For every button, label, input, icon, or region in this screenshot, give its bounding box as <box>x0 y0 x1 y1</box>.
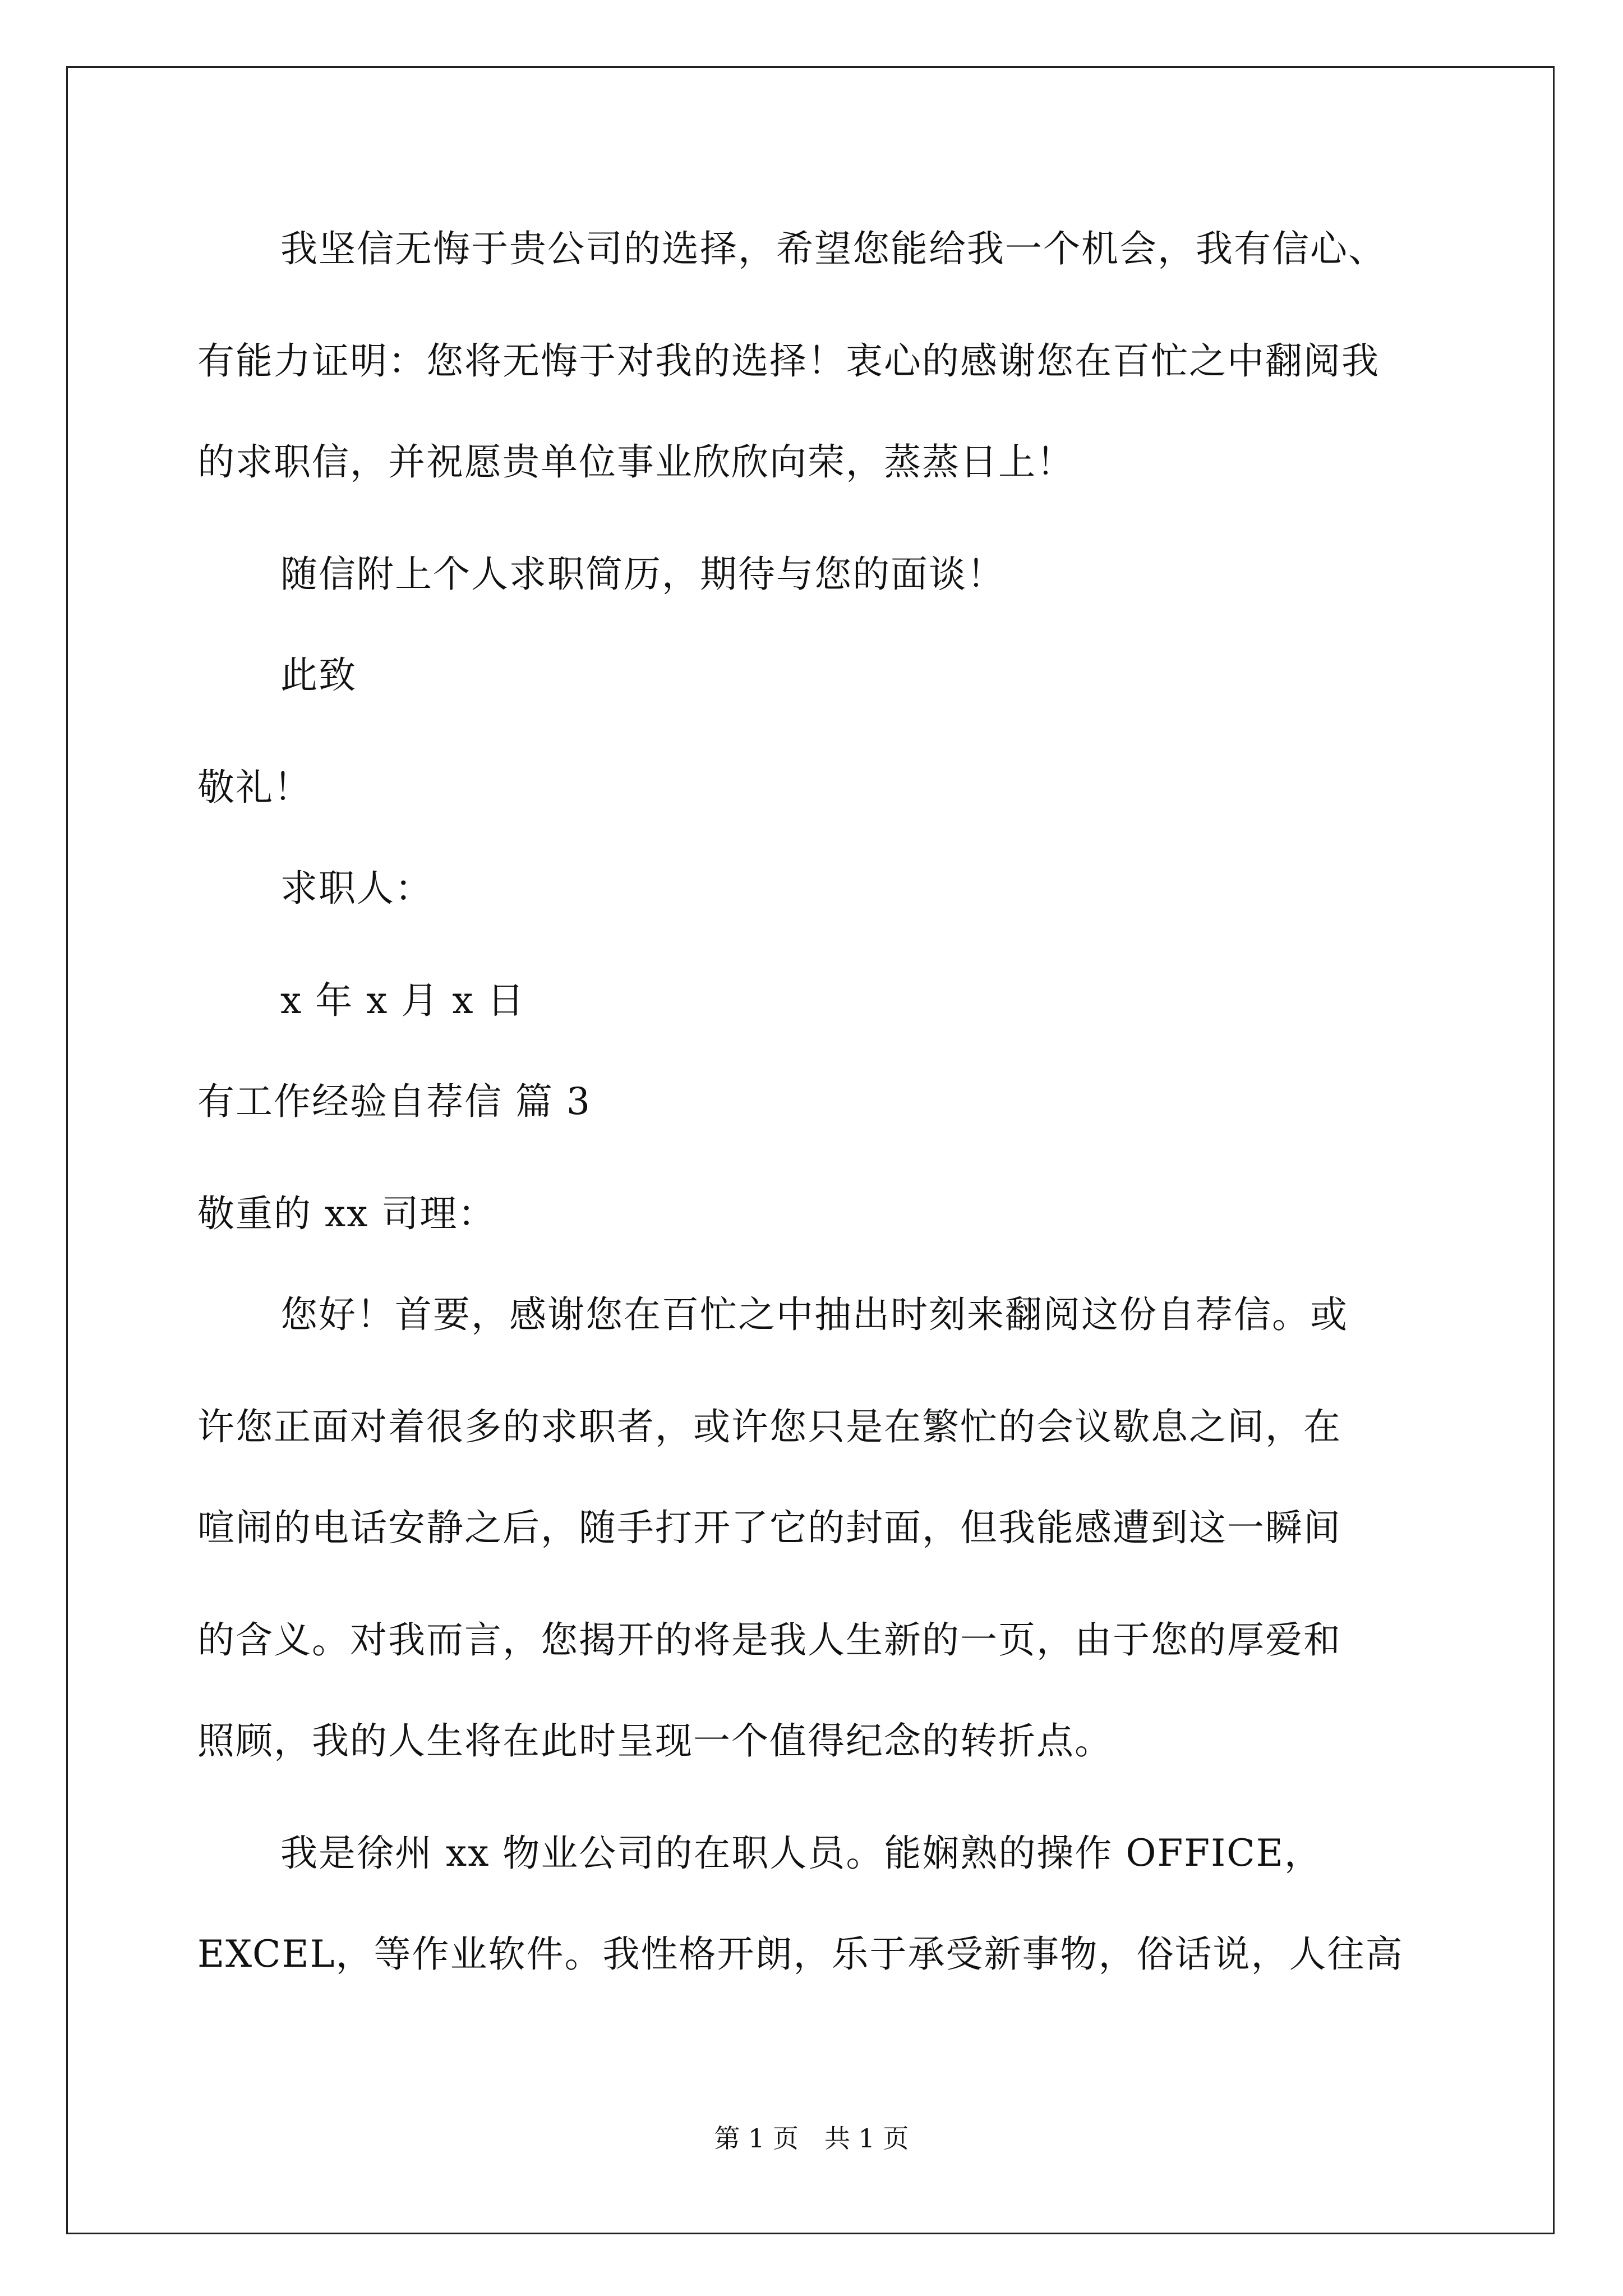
page-number-footer: 第 1 页 共 1 页 <box>714 2123 909 2154</box>
body-line-13: 喧闹的电话安静之后，随手打开了它的封面，但我能感遭到这一瞬间 <box>197 1506 1341 1549</box>
body-line-17: EXCEL，等作业软件。我性格开朗，乐于承受新事物，俗话说，人往高 <box>197 1932 1404 1976</box>
body-line-2: 有能力证明：您将无悔于对我的选择！衷心的感谢您在百忙之中翻阅我 <box>197 339 1380 383</box>
page-border <box>66 66 1555 2234</box>
body-line-4: 随信附上个人求职简历，期待与您的面谈！ <box>280 553 1005 596</box>
body-line-1: 我坚信无悔于贵公司的选择，希望您能给我一个机会，我有信心、 <box>280 227 1386 270</box>
body-line-15: 照顾，我的人生将在此时呈现一个值得纪念的转折点。 <box>197 1719 1113 1763</box>
closing-regards: 敬礼！ <box>197 766 312 809</box>
letter-greeting: 敬重的 xx 司理： <box>197 1192 496 1235</box>
body-line-3: 的求职信，并祝愿贵单位事业欣欣向荣，蒸蒸日上！ <box>197 440 1075 484</box>
date-line: x 年 x 月 x 日 <box>280 979 525 1022</box>
body-line-12: 许您正面对着很多的求职者，或许您只是在繁忙的会议歇息之间，在 <box>197 1405 1341 1448</box>
signature-label: 求职人： <box>280 867 433 910</box>
body-line-16: 我是徐州 xx 物业公司的在职人员。能娴熟的操作 OFFICE， <box>280 1832 1322 1875</box>
closing-salutation: 此致 <box>280 654 357 697</box>
section-heading: 有工作经验自荐信 篇 3 <box>197 1080 591 1123</box>
body-line-14: 的含义。对我而言，您揭开的将是我人生新的一页，由于您的厚爱和 <box>197 1618 1341 1662</box>
body-line-11: 您好！首要，感谢您在百忙之中抽出时刻来翻阅这份自荐信。或 <box>280 1293 1348 1336</box>
